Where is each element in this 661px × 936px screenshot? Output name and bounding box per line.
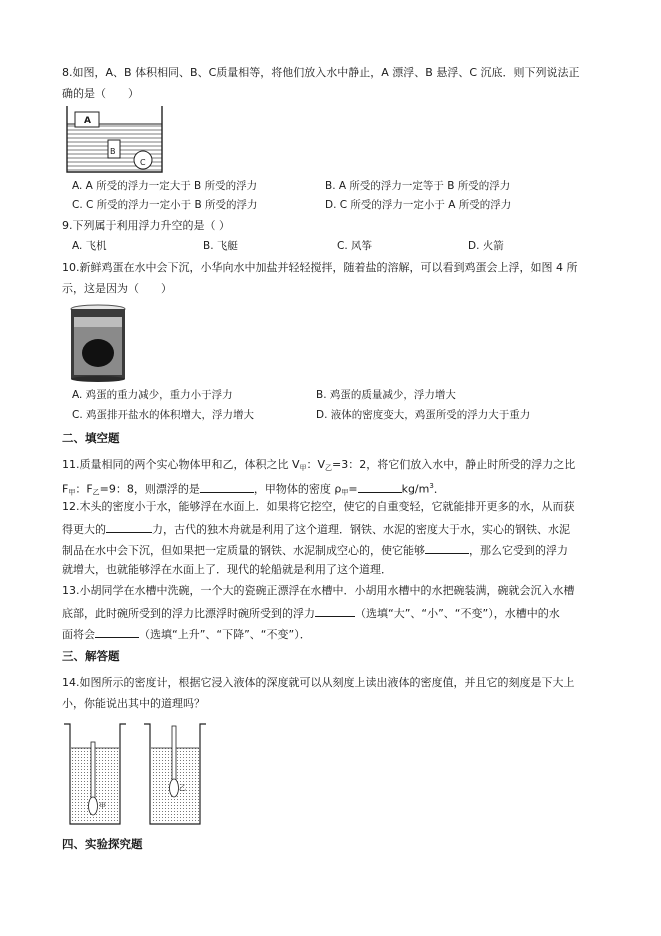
q12-blank-1[interactable] bbox=[106, 521, 152, 533]
q8-fig-label-c: C bbox=[140, 158, 146, 167]
q8-option-d[interactable]: D. C 所受的浮力一定小于 A 所受的浮力 bbox=[325, 199, 512, 211]
q13-stem-line2: 底部，此时碗所受到的浮力比漂浮时碗所受到的浮力 （选填“大”、“小”、“不变”），水槽中的水 bbox=[62, 607, 560, 620]
q9-option-a[interactable]: A. 飞机 bbox=[72, 240, 107, 252]
q14-stem-line1: 14.如图所示的密度计，根据它浸入液体的深度就可以从刻度上读出液体的密度值，并且它的刻度是下大上 bbox=[62, 676, 575, 689]
q12-stem-line2: 得更大的 力，古代的独木舟就是利用了这个道理．钢铁、水泥的密度大于水，实心的钢铁、水泥 bbox=[62, 523, 570, 536]
q14-fig-label-jia: 甲 bbox=[99, 802, 106, 810]
section-3-title: 三、解答题 bbox=[62, 649, 120, 663]
q13-stem-line3: 面将会 （选填“上升”、“下降”、“不变”）． bbox=[62, 628, 311, 641]
q10-figure-beaker bbox=[68, 303, 128, 383]
section-4-title: 四、实验探究题 bbox=[62, 837, 143, 851]
q8-figure-tank bbox=[64, 104, 168, 174]
q10-option-b[interactable]: B. 鸡蛋的质量减少，浮力增大 bbox=[316, 389, 456, 401]
q8-option-c[interactable]: C. C 所受的浮力一定小于 B 所受的浮力 bbox=[72, 199, 258, 211]
q13-stem-line1: 13.小胡同学在水槽中洗碗，一个大的瓷碗正漂浮在水槽中．小胡用水槽中的水把碗装满，碗就会沉入水槽 bbox=[62, 584, 575, 597]
q12-blank-2[interactable] bbox=[425, 542, 469, 554]
q8-stem-line2: 确的是（ ） bbox=[62, 87, 139, 100]
q9-option-c[interactable]: C. 风筝 bbox=[337, 240, 373, 252]
q12-stem-line3: 制品在水中会下沉，但如果把一定质量的钢铁、水泥制成空心的，使它能够 ，那么它受到的浮力 bbox=[62, 544, 568, 557]
q9-option-d[interactable]: D. 火箭 bbox=[468, 240, 504, 252]
q11-stem-line2: $F_甲$：$F_乙=9$：8，则漂浮的是 ，甲物体的密度 $\rho_甲= kg/m^3$． bbox=[62, 482, 445, 497]
q8-option-a[interactable]: A. A 所受的浮力一定大于 B 所受的浮力 bbox=[72, 180, 258, 192]
q11-blank-floating[interactable] bbox=[200, 481, 254, 493]
q8-option-b[interactable]: B. A 所受的浮力一定等于 B 所受的浮力 bbox=[325, 180, 511, 192]
q13-blank-1[interactable] bbox=[315, 605, 355, 617]
q8-fig-label-a: A bbox=[84, 116, 91, 126]
q10-option-d[interactable]: D. 液体的密度变大，鸡蛋所受的浮力大于重力 bbox=[316, 409, 531, 421]
q14-fig-label-yi: 乙 bbox=[179, 784, 186, 792]
q12-stem-line4: 就增大，也就能够浮在水面上了．现代的轮船就是利用了这个道理． bbox=[62, 563, 392, 576]
q14-cylinder-jia bbox=[64, 724, 126, 824]
section-2-title: 二、填空题 bbox=[62, 431, 120, 445]
q14-figure-hydrometers bbox=[62, 720, 212, 828]
q14-stem-line2: 小，你能说出其中的道理吗？ bbox=[62, 697, 205, 710]
q12-stem-line1: 12.木头的密度小于水，能够浮在水面上．如果将它挖空，使它的自重变轻，它就能排开更多的水，从而获 bbox=[62, 500, 575, 513]
q11-blank-density[interactable] bbox=[358, 481, 402, 493]
q10-option-a[interactable]: A. 鸡蛋的重力减少，重力小于浮力 bbox=[72, 389, 233, 401]
q8-fig-label-b: B bbox=[110, 147, 116, 156]
q9-option-b[interactable]: B. 飞艇 bbox=[203, 240, 238, 252]
q13-blank-2[interactable] bbox=[95, 626, 139, 638]
q11-stem-line1: 11.质量相同的两个实心物体甲和乙，体积之比 $V_甲$：$V_乙=3$：2，将它们放入水中，静止时所受的浮力之比 bbox=[62, 458, 576, 472]
q14-cylinder-yi bbox=[144, 724, 206, 824]
q10-stem-line2: 示，这是因为（ ） bbox=[62, 282, 172, 295]
q10-egg bbox=[82, 339, 114, 367]
q10-option-c[interactable]: C. 鸡蛋排开盐水的体积增大，浮力增大 bbox=[72, 409, 255, 421]
q8-stem-line1: 8.如图，A、B 体积相同、B、C质量相等，将他们放入水中静止，A 漂浮、B 悬浮、C 沉底．则下列说法正 bbox=[62, 66, 580, 79]
q9-stem: 9.下列属于利用浮力升空的是（ ） bbox=[62, 219, 230, 232]
q10-stem-line1: 10.新鲜鸡蛋在水中会下沉，小华向水中加盐并轻轻搅拌，随着盐的溶解，可以看到鸡蛋会上浮，如图 4 所 bbox=[62, 261, 578, 274]
